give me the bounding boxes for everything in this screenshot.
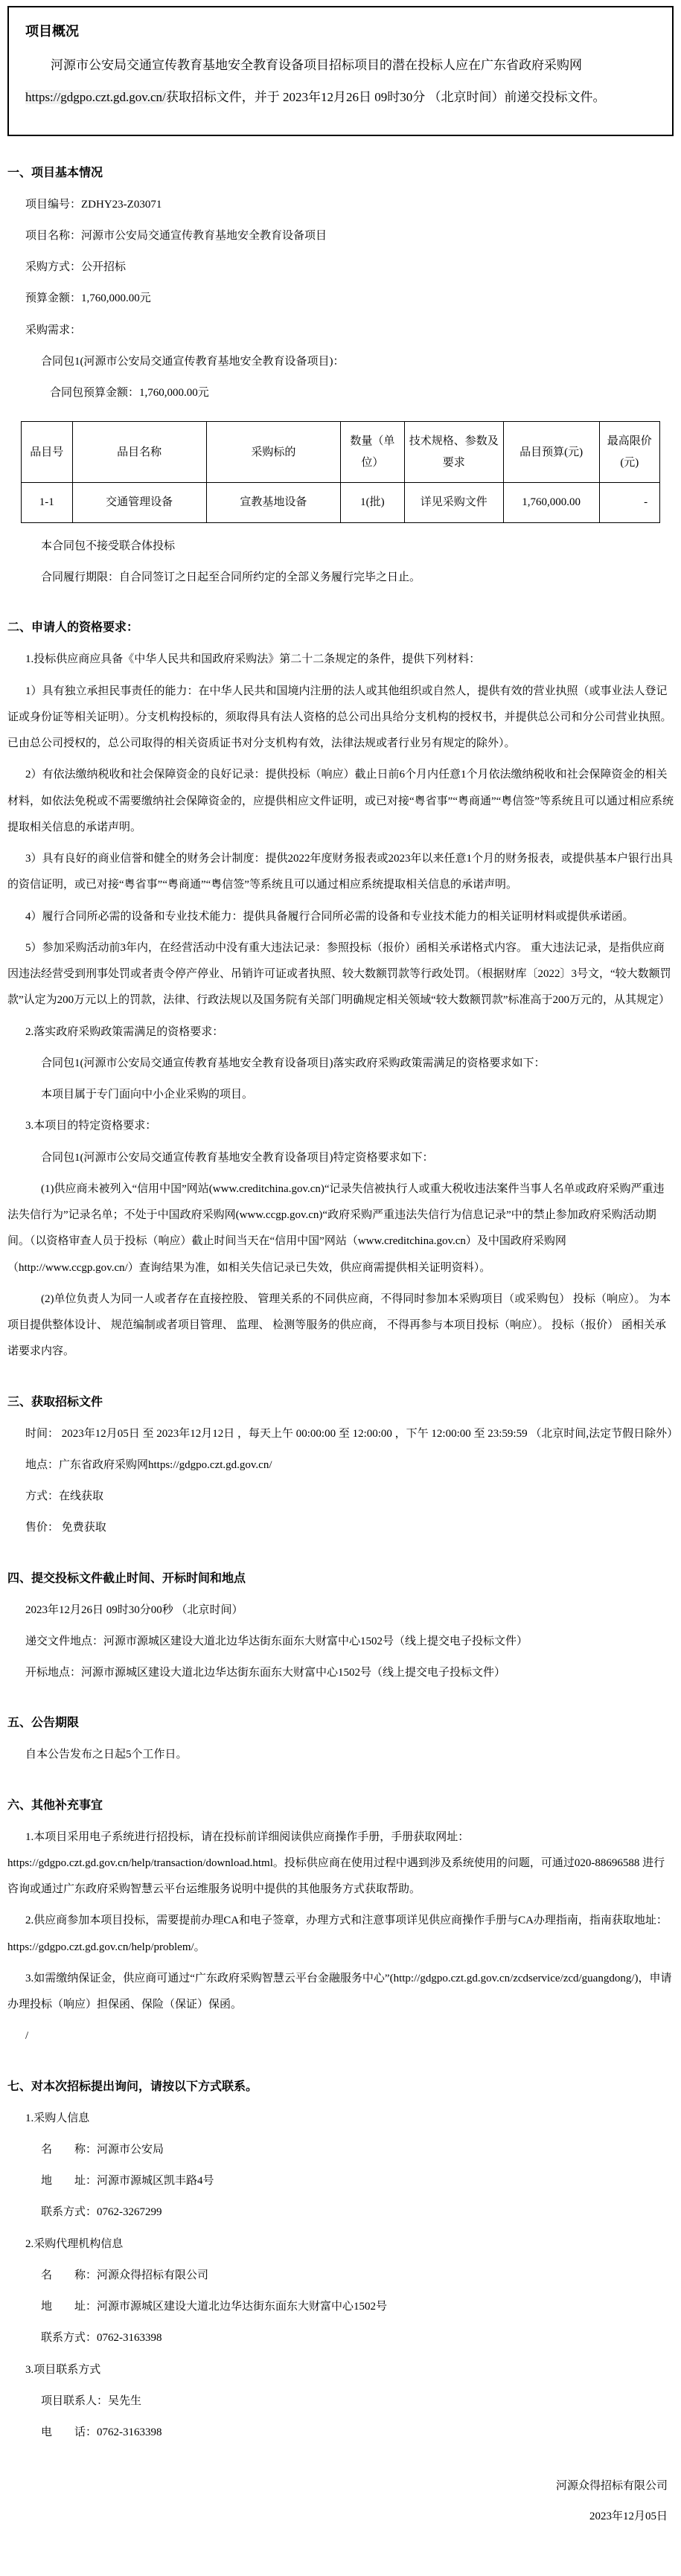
qualification-item-1: 1）具有独立承担民事责任的能力：在中华人民共和国境内注册的法人或其他组织或自然人，提供有效的营业执照（或事业法人登记证或身份证等相关证明）。分支机构投标的，须取得具有法人资格的总公司出具给分支机构的授权书，并提供总公司和分公司营业执照。已由总公司授权的，总公司取得的相关资质证书对分支机构有效，法律法规或者行业另有规定的除外）。 bbox=[7, 685, 672, 750]
project-overview-box bbox=[7, 6, 674, 136]
cell-item-name: 交通管理设备 bbox=[72, 483, 206, 523]
section-deadline-opening bbox=[7, 1569, 674, 1687]
overview-paragraph bbox=[25, 49, 656, 114]
supplementary-slash: / bbox=[25, 2030, 29, 2042]
section-announcement-period bbox=[7, 1713, 674, 1768]
cell-procurement-target: 宣教基地设备 bbox=[206, 483, 340, 523]
section-6-heading: 六、其他补充事宜 bbox=[7, 1798, 103, 1812]
supplementary-item-1: 1.本项目采用电子系统进行招投标，请在投标前详细阅读供应商操作手册，手册获取网址：https://gdgpo.czt.gd.gov.cn/help/transaction/download.html。投标供应商在使用过程中遇到涉及系统使用的问题，可通过020-88696588 进行咨询或通过广东政府采购智慧云平台运维服务说明中提供的其他服务方式获取帮助。 bbox=[7, 1830, 665, 1896]
items-table bbox=[21, 421, 660, 523]
qualification-item-3: 3）具有良好的商业信誉和健全的财务会计制度：提供2022年度财务报表或2023年以来任意1个月的财务报表，或提供基本户银行出具的资信证明，或已对接“粤省事”“粤商通”“粤信签”等系统且可以通过相应系统提取相关信息的承诺声明。 bbox=[7, 853, 674, 891]
supplementary-item-2: 2.供应商参加本项目投标，需要提前办理CA和电子签章，办理方式和注意事项详见供应商操作手册与CA办理指南，指南获取地址：https://gdgpo.czt.gd.gov.cn/help/problem/。 bbox=[7, 1915, 668, 1953]
section-1-heading: 一、项目基本情况 bbox=[7, 166, 103, 179]
obtain-method: 方式：在线获取 bbox=[25, 1490, 104, 1503]
agency-info-label: 2.采购代理机构信息 bbox=[25, 2237, 124, 2250]
cell-tech-specs: 详见采购文件 bbox=[404, 483, 503, 523]
col-header-quantity: 数量（单位） bbox=[340, 422, 404, 483]
cell-price-cap: - bbox=[599, 483, 660, 523]
section-7-heading: 七、对本次招标提出询问，请按以下方式联系。 bbox=[7, 2080, 258, 2093]
section-qualification bbox=[7, 618, 674, 1365]
policy-requirement-label: 2.落实政府采购政策需满足的资格要求： bbox=[25, 1025, 224, 1038]
sme-note: 本项目属于专门面向中小企业采购的项目。 bbox=[41, 1089, 254, 1101]
agency-phone: 联系方式：0762-3163398 bbox=[41, 2332, 162, 2345]
agency-name: 名 称：河源众得招标有限公司 bbox=[41, 2269, 209, 2281]
section-4-heading: 四、提交投标文件截止时间、开标时间和地点 bbox=[7, 1571, 246, 1585]
purchaser-name: 名 称：河源市公安局 bbox=[41, 2143, 164, 2156]
signature-org: 河源众得招标有限公司 bbox=[555, 2480, 668, 2493]
purchaser-address: 地 址：河源市源城区凯丰路4号 bbox=[41, 2175, 214, 2188]
obtain-location: 地点：广东省政府采购网https://gdgpo.czt.gd.gov.cn/ bbox=[25, 1458, 272, 1471]
contract-package-title: 合同包1(河源市公安局交通宣传教育基地安全教育设备项目)： bbox=[41, 355, 345, 368]
col-header-item-name: 品目名称 bbox=[72, 422, 206, 483]
specific-requirement-label: 3.本项目的特定资格要求： bbox=[25, 1120, 157, 1132]
procurement-demand-label: 采购需求： bbox=[25, 324, 82, 336]
table-row bbox=[21, 483, 659, 523]
agency-address: 地 址：河源市源城区建设大道北边华达街东面东大财富中心1502号 bbox=[41, 2301, 388, 2313]
section-obtain-documents bbox=[7, 1392, 679, 1542]
specific-requirement-package: 合同包1(河源市公安局交通宣传教育基地安全教育设备项目)特定资格要求如下： bbox=[41, 1151, 434, 1164]
section-2-heading: 二、申请人的资格要求： bbox=[7, 621, 139, 635]
purchaser-info-label: 1.采购人信息 bbox=[25, 2112, 90, 2124]
project-name: 项目名称：河源市公安局交通宣传教育基地安全教育设备项目 bbox=[25, 229, 327, 242]
no-consortium-note: 本合同包不接受联合体投标 bbox=[41, 539, 176, 552]
procurement-method: 采购方式：公开招标 bbox=[25, 261, 127, 274]
supplementary-item-3: 3.如需缴纳保证金，供应商可通过“广东政府采购智慧云平台金融服务中心”(http://gdgpo.czt.gd.gov.cn/zcdservice/zcd/guangdong/)，申请办理投标（响应）担保函、保险（保证）保函。 bbox=[7, 1972, 672, 2011]
project-number: 项目编号：ZDHY23-Z03071 bbox=[25, 198, 162, 211]
section-5-heading: 五、公告期限 bbox=[7, 1717, 80, 1730]
qualification-item-4: 4）履行合同所必需的设备和专业技术能力：提供具备履行合同所必需的设备和专业技术能力的相关证明材料或提供承诺函。 bbox=[25, 910, 634, 923]
overview-text-suffix: 获取招标文件，并于 2023年12月26日 09时30分 （北京时间）前递交投标文件。 bbox=[165, 90, 606, 105]
qualification-intro: 1.投标供应商应具备《中华人民共和国政府采购法》第二十二条规定的条件，提供下列材料： bbox=[25, 653, 481, 666]
procurement-site-url: https://gdgpo.czt.gd.gov.cn/ bbox=[25, 90, 166, 105]
contract-term-note: 合同履行期限：自合同签订之日起至合同所约定的全部义务履行完毕之日止。 bbox=[41, 571, 421, 584]
cell-quantity: 1(批) bbox=[340, 483, 404, 523]
section-contacts bbox=[7, 2077, 674, 2447]
signature-block bbox=[7, 2471, 674, 2531]
opening-location: 开标地点：河源市源城区建设大道北边华达街东面东大财富中心1502号（线上提交电子投标文件） bbox=[25, 1667, 506, 1679]
submission-deadline: 2023年12月26日 09时30分00秒 （北京时间） bbox=[25, 1603, 243, 1616]
budget-amount: 预算金额：1,760,000.00元 bbox=[25, 292, 151, 305]
overview-title: 项目概况 bbox=[25, 24, 79, 39]
items-table-header-row bbox=[21, 422, 659, 483]
cell-item-no: 1-1 bbox=[21, 483, 72, 523]
policy-requirement-package: 合同包1(河源市公安局交通宣传教育基地安全教育设备项目)落实政府采购政策需满足的资格要求如下： bbox=[41, 1057, 546, 1069]
col-header-procurement-target: 采购标的 bbox=[206, 422, 340, 483]
col-header-item-budget: 品目预算(元) bbox=[503, 422, 599, 483]
project-contact-phone: 电 话：0762-3163398 bbox=[41, 2426, 162, 2439]
col-header-item-no: 品目号 bbox=[21, 422, 72, 483]
qualification-item-5: 5）参加采购活动前3年内，在经营活动中没有重大违法记录：参照投标（报价）函相关承诺格式内容。 重大违法记录，是指供应商因违法经营受到刑事处罚或者责令停产停业、吊销许可证或者执照、较大数额罚款等行政处罚。（根据财库〔2022〕3号文，“较大数额罚款”认定为200万元以上的罚款，法律、行政法规以及国务院有关部门明确规定相关领域“较大数额罚款”标准高于200万元的，从其规定） bbox=[7, 941, 671, 1007]
project-contact-person: 项目联系人：吴先生 bbox=[41, 2394, 142, 2407]
contract-package-budget: 合同包预算金额：1,760,000.00元 bbox=[50, 387, 209, 400]
overview-text-prefix: 河源市公安局交通宣传教育基地安全教育设备项目招标项目的潜在投标人应在广东省政府采购网 bbox=[51, 58, 582, 72]
submission-location: 递交文件地点：河源市源城区建设大道北边华达街东面东大财富中心1502号（线上提交电子投标文件） bbox=[25, 1635, 528, 1647]
specific-requirement-1: (1)供应商未被列入“信用中国”网站(www.creditchina.gov.cn)“记录失信被执行人或重大税收违法案件当事人名单或政府采购严重违法失信行为”记录名单；不处于中国政府采购网(www.ccgp.gov.cn)“政府采购严重违法失信行为信息记录”中的禁止参加政府采购活动期间。（以资格审查人员于投标（响应）截止时间当天在“信用中国”网站（www.creditchina.gov.cn）及中国政府采购网（http://www.ccgp.gov.cn/）查询结果为准，如相关失信记录已失效，供应商需提供相关证明资料）。 bbox=[7, 1182, 665, 1274]
signature-date: 2023年12月05日 bbox=[589, 2510, 668, 2522]
purchaser-phone: 联系方式：0762-3267299 bbox=[41, 2206, 162, 2219]
announcement-period-text: 自本公告发布之日起5个工作日。 bbox=[25, 1749, 188, 1761]
section-3-heading: 三、获取招标文件 bbox=[7, 1395, 103, 1409]
section-basic-info bbox=[7, 163, 674, 592]
specific-requirement-2: (2)单位负责人为同一人或者存在直接控股、 管理关系的不同供应商，不得同时参加本采购项目（或采购包） 投标（响应）。 为本项目提供整体设计、 规范编制或者项目管理、 监理、 检测等服务的供应商， 不得再参与本项目投标（响应）。 投标（报价） 函相关承诺要求内容。 bbox=[7, 1292, 671, 1358]
obtain-price: 售价： 免费获取 bbox=[25, 1522, 106, 1534]
col-header-price-cap: 最高限价(元) bbox=[599, 422, 660, 483]
obtain-time: 时间： 2023年12月05日 至 2023年12月12日 ，每天上午 00:00:00 至 12:00:00 ，下午 12:00:00 至 23:59:59 （北京时间,法定节假日除外） bbox=[25, 1427, 679, 1440]
section-supplementary bbox=[7, 1795, 674, 2050]
qualification-item-2: 2）有依法缴纳税收和社会保障资金的良好记录：提供投标（响应）截止日前6个月内任意1个月依法缴纳税收和社会保障资金的相关材料，如依法免税或不需要缴纳社会保障资金的，应提供相应文件证明，或已对接“粤省事”“粤商通”“粤信签”等系统且可以通过相应系统提取相关信息的承诺声明。 bbox=[7, 769, 674, 833]
col-header-tech-specs: 技术规格、参数及要求 bbox=[404, 422, 503, 483]
cell-item-budget: 1,760,000.00 bbox=[503, 483, 599, 523]
project-contact-label: 3.项目联系方式 bbox=[25, 2363, 101, 2376]
